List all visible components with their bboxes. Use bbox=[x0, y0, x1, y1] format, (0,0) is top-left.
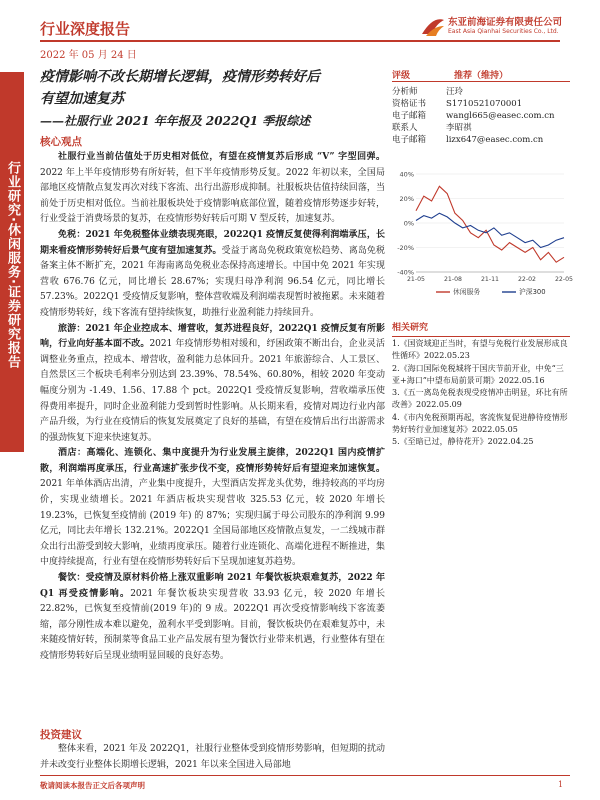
paragraph-lead: 餐饮：受疫情及原材料价格上涨双重影响 2021 年餐饮板块艰难复苏，2022 年 Q1 再受疫情影响。 bbox=[40, 573, 385, 599]
paragraph-text: 2021 年餐饮板块实现营收 33.93 亿元，较 2020 年增长 22.82%，已恢复至疫情前(2019 年)的 9 成。2022Q1 再次受疫情影响线下客流萎缩，部分刚性成本难以避免，盈利水平受到影响。目前，餐饮板块仍在艰难复苏中，未来随疫情好转，预制菜等食品工业产品发展有望为餐饮行业带来机遇，行业整体有望在疫情形势转好后呈现业绩明显回暖的良好态势。 bbox=[40, 588, 385, 661]
report-info-panel bbox=[392, 66, 570, 146]
info-value[interactable]: wangl665@easec.com.cn bbox=[446, 111, 555, 121]
related-item[interactable]: 2.《海口国际免税城将于国庆节前开业，中免“三亚+海口”中望布局前景可期》2022.05.16 bbox=[392, 363, 564, 385]
related-research-list bbox=[392, 338, 570, 449]
section-invest-advice: 投资建议 bbox=[40, 729, 82, 741]
rating-box bbox=[392, 66, 570, 82]
sidebar-report-category: 行业研究·休闲服务·证券研究报告 bbox=[0, 72, 24, 452]
info-row bbox=[392, 110, 570, 122]
report-title-line1: 疫情影响不改长期增长逻辑，疫情形势转好后 bbox=[40, 69, 320, 85]
chart-ytick-label: 20% bbox=[399, 195, 414, 203]
chart-series-line bbox=[416, 186, 564, 262]
chart-xtick-label: 21-08 bbox=[444, 276, 462, 283]
info-key: 联系人 bbox=[392, 123, 418, 133]
paragraph-hotel bbox=[40, 446, 385, 571]
section-core-view: 核心观点 bbox=[40, 136, 82, 148]
core-view-body bbox=[40, 150, 385, 665]
report-title bbox=[40, 66, 380, 110]
info-key: 电子邮箱 bbox=[392, 135, 427, 145]
paragraph-text: 2022 年上半年疫情形势有所好转，但下半年疫情形势反复。2022 年初以来，全国局部地区疫情散点复发再次对线下客流、出行出游形成抑制。社服板块估值持续回落，当前处于历史相对低位。当前社服板块处于疫情影响底部位置，随着疫情形势逐步好转，行业受益于消费场景的复苏，在疫情形势好转后可期 V 型反转，加速复苏。 bbox=[40, 167, 385, 225]
related-item[interactable]: 5.《至暗已过，静待花开》2022.04.25 bbox=[392, 437, 534, 447]
chart-xtick-label: 21-11 bbox=[481, 276, 499, 283]
chart-ytick-label: 40% bbox=[399, 170, 414, 179]
paragraph-text: 2021 年单体酒店出清，产业集中度提升，大型酒店发挥龙头优势，维持较高的平均房价，实现业绩增长。2021 年酒店板块实现营收 325.53 亿元，较 2020 年增长 19.23%，已恢复至疫情前 (2019 年) 的 87%；实现归属于母公司股东的净利润 9.99 亿元，同比去年增长 132.21%。2022Q1 全国局部地区疫情散点复发，一二线城市群众出行出游受到较大影响，业绩再度承压。随着行业连锁化、高端化进程不断推进，集中度持续提高，行业有望在疫情形势转好后下呈现加速复苏趋势。 bbox=[40, 479, 385, 568]
analyst-info bbox=[392, 86, 570, 146]
paragraph-valuation bbox=[40, 150, 385, 228]
info-row bbox=[392, 134, 570, 146]
paragraph-lead: 免税：2021 年免税整体业绩表现亮眼，2022Q1 疫情反复使得利润端承压，长期来看疫情形势转好后景气度有望加速复苏。 bbox=[40, 229, 385, 256]
paragraph-text: 2021 年疫情形势相对缓和，纾困政策不断出台，企业灵活调整业务重点，控成本、增营收，盈利能力总体回升。2021 年旅游综合、人工景区、自然景区三个板块毛利率分别达到 23.39%、78.54%、60.80%，相较 2020 年变动幅度分别为 -1.49、1.56、17.88 个 pct。2022Q1 受疫情反复影响，营收端承压使得费用率提升，同时企业盈利能力受到暂时性影响。从长期来看，疫情对周边行业内部产品升级，为行业在疫情后的恢复发展奠定了良好的基础，有望在疫情后出行出游需求的强劲恢复下迎来快速复苏。 bbox=[40, 339, 385, 443]
chart-xtick-label: 21-05 bbox=[407, 276, 425, 283]
chart-legend-label: 沪深300 bbox=[519, 288, 546, 296]
info-row bbox=[392, 98, 570, 110]
related-item[interactable]: 1.《国资域迎正当时，有望与免税行业发展形成良性循环》2022.05.23 bbox=[392, 339, 568, 361]
info-value[interactable]: lizx647@easec.com.cn bbox=[446, 135, 544, 145]
performance-chart bbox=[392, 168, 573, 304]
chart-xtick-label: 22-02 bbox=[518, 276, 536, 283]
page-number: 1 bbox=[558, 780, 564, 789]
chart-xtick-label: 22-05 bbox=[555, 276, 573, 283]
related-item[interactable]: 4.《市内免税预期再起，客流恢复促进静待疫情形势好转行业加速复苏》2022.05.05 bbox=[392, 412, 568, 435]
logo-company-name: 东亚前海证券有限责任公司 bbox=[448, 17, 563, 28]
paragraph-lead: 旅游：2021 年企业控成本、增营收，复苏进程良好，2022Q1 疫情反复有所影响，行业向好基本面不改。 bbox=[40, 323, 385, 350]
chart-ytick-label: 0% bbox=[403, 219, 414, 228]
info-value: 李昭祺 bbox=[446, 123, 472, 133]
invest-advice-body bbox=[40, 742, 385, 773]
company-logo bbox=[420, 12, 570, 40]
info-key: 分析师 bbox=[392, 87, 418, 97]
report-date: 2022 年 05 月 24 日 bbox=[40, 50, 137, 61]
chart-legend-label: 休闲服务 bbox=[453, 288, 481, 296]
chart-ytick-label: -40% bbox=[397, 268, 414, 277]
paragraph-catering bbox=[40, 571, 385, 665]
performance-chart-svg bbox=[392, 168, 573, 304]
paragraph-lead: 社服行业当前估值处于历史相对低位，有望在疫情复苏后形成 “V” 字型回弹。 bbox=[58, 152, 385, 162]
footer-divider bbox=[40, 775, 570, 776]
logo-mark-icon bbox=[420, 14, 446, 38]
paragraph-tourism bbox=[40, 322, 385, 447]
info-row bbox=[392, 86, 570, 98]
rating-label: 评级 bbox=[392, 71, 411, 81]
paragraph-duty-free bbox=[40, 228, 385, 322]
header-divider bbox=[40, 40, 560, 42]
footer-disclaimer: 敬请阅读本报告正文后各项声明 bbox=[40, 781, 145, 790]
chart-ytick-label: -20% bbox=[397, 244, 414, 252]
info-value: S1710521070001 bbox=[446, 99, 523, 109]
paragraph-text: 受益于离岛免税政策宽松趋势、离岛免税备案主体不断扩充，2021 年海南离岛免税业态保持高速增长。中国中免 2021 年实现营收 676.76 亿元，同比增长 28.67%；实现归母净利润 96.54 亿元，同比增长 57.23%。2022Q1 受疫情反复影响，整体营收端及利润端表现暂时被拖累。未来随着疫情形势转好，线下客流有望持续恢复，助推行业盈利能力持续回升。 bbox=[40, 245, 385, 318]
rating-value: 推荐（维持） bbox=[454, 71, 509, 81]
info-value: 汪玲 bbox=[446, 87, 464, 97]
logo-company-name-en: East Asia Qianhai Securities Co., Ltd. bbox=[448, 28, 559, 35]
report-title-line2: 有望加速复苏 bbox=[40, 91, 124, 107]
info-key: 电子邮箱 bbox=[392, 111, 427, 121]
report-subtitle: ——社服行业 2021 年年报及 2022Q1 季报综述 bbox=[40, 114, 311, 128]
info-row bbox=[392, 122, 570, 134]
chart-series-line bbox=[416, 213, 564, 247]
report-type-title: 行业深度报告 bbox=[40, 20, 131, 38]
related-research-heading: 相关研究 bbox=[392, 320, 570, 337]
info-key: 资格证书 bbox=[392, 99, 427, 109]
paragraph-lead: 酒店：高端化、连锁化、集中度提升为行业发展主旋律，2022Q1 国内疫情扩散，利润端再度承压，行业高速扩张步伐不变，疫情形势转好后有望迎来加速恢复。 bbox=[40, 448, 385, 474]
related-item[interactable]: 3.《五一离岛免税表现受疫情冲击明显，环比有所改善》2022.05.09 bbox=[392, 388, 568, 410]
paragraph-invest: 整体来看，2021 年及 2022Q1，社服行业整体受到疫情形势影响，但短期的扰动并未改变行业整体长期增长逻辑，2021 年以来全国进入局部地 bbox=[40, 744, 385, 770]
